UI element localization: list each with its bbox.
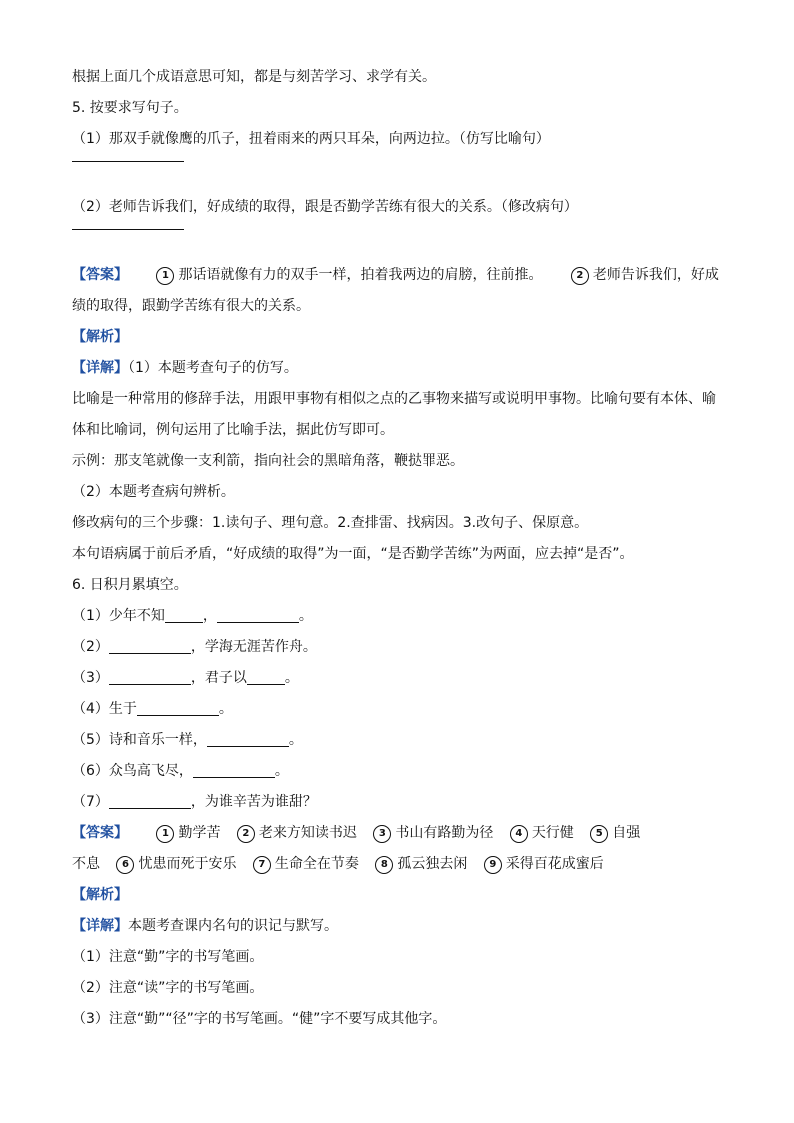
question-6-3: （3） ，君子以 。: [72, 670, 299, 686]
circled-number: 9: [484, 856, 502, 874]
circled-number: 4: [510, 825, 528, 843]
answer-text: 孤云独去闲: [397, 856, 468, 872]
explanation-text: （1）注意“勤”字的书写笔画。: [72, 949, 264, 965]
document-page: [72, 62, 732, 1035]
answer-text: 忧患而死于安乐: [138, 856, 237, 872]
detail-tag: 【详解】: [72, 918, 128, 934]
explanation-text: （2）注意“读”字的书写笔画。: [72, 980, 264, 996]
answer-text: 书山有路勤为径: [395, 825, 494, 841]
explanation-text: 示例：那支笔就像一支利箭，指向社会的黑暗角落，鞭挞罪恶。: [72, 453, 464, 469]
detail-text: （1）本题考查句子的仿写。: [128, 360, 298, 376]
detail-line: [72, 353, 732, 384]
circled-number: 7: [253, 856, 271, 874]
answer-tag: 【答案】: [72, 267, 128, 283]
answer-5-line: [72, 260, 732, 291]
analysis-tag: 【解析】: [72, 887, 128, 903]
circled-number: 2: [571, 267, 589, 285]
circled-number: 8: [375, 856, 393, 874]
explanation-text: 比喻是一种常用的修辞手法，用跟甲事物有相似之点的乙事物来描写或说明甲事物。比喻句要有本体、喻: [72, 391, 716, 407]
circled-number: 1: [156, 825, 174, 843]
answer-text: 自强: [612, 825, 641, 841]
answer-5-continued: 绩的取得，跟勤学苦练有很大的关系。: [72, 298, 310, 314]
explanation-text: 本句语病属于前后矛盾，“好成绩的取得”为一面，“是否勤学苦练”为两面，应去掉“是否”。: [72, 546, 634, 562]
circled-number: 6: [116, 856, 134, 874]
answer-text: 不息: [72, 856, 100, 872]
question-5-title: 5. 按要求写句子。: [72, 100, 188, 116]
analysis-tag: 【解析】: [72, 329, 128, 345]
detail-text: 本题考查课内名句的识记与默写。: [128, 918, 338, 934]
explanation-text: 体和比喻词，例句运用了比喻手法，据此仿写即可。: [72, 422, 394, 438]
question-5-1: （1）那双手就像鹰的爪子，扭着雨来的两只耳朵，向两边拉。（仿写比喻句）: [72, 131, 550, 147]
question-5-2: （2）老师告诉我们，好成绩的取得，跟是否勤学苦练有很大的关系。（修改病句）: [72, 199, 578, 215]
answer-text: 天行健: [531, 825, 574, 841]
explanation-text: 修改病句的三个步骤：1.读句子、理句意。2.查排雷、找病因。3.改句子、保原意。: [72, 515, 589, 531]
answer-blank-line: [72, 229, 184, 230]
detail-line: [72, 911, 732, 942]
answer-text: 勤学苦: [178, 825, 221, 841]
question-6-1: （1）少年不知 ， 。: [72, 608, 313, 624]
question-6-6: （6）众鸟高飞尽， 。: [72, 763, 289, 779]
paragraph: 根据上面几个成语意思可知，都是与刻苦学习、求学有关。: [72, 69, 436, 85]
question-6-2: （2） ，学海无涯苦作舟。: [72, 639, 317, 655]
question-6-4: （4）生于 。: [72, 701, 233, 717]
circled-number: 2: [237, 825, 255, 843]
answer-6-line: [72, 818, 732, 849]
detail-tag: 【详解】: [72, 360, 128, 376]
question-6-7: （7） ，为谁辛苦为谁甜？: [72, 794, 317, 810]
question-6-title: 6. 日积月累填空。: [72, 577, 188, 593]
answer-text: 老师告诉我们，好成: [592, 267, 719, 283]
explanation-text: （3）注意“勤”“径”字的书写笔画。“健”字不要写成其他字。: [72, 1011, 447, 1027]
answer-blank-line: [72, 161, 184, 162]
explanation-text: （2）本题考查病句辨析。: [72, 484, 235, 500]
answer-text: 那话语就像有力的双手一样，拍着我两边的肩膀，往前推。: [178, 267, 543, 283]
circled-number: 5: [590, 825, 608, 843]
answer-text: 采得百花成蜜后: [505, 856, 604, 872]
circled-number: 1: [156, 267, 174, 285]
answer-text: 生命全在节奏: [274, 856, 359, 872]
answer-6-continued: [72, 849, 732, 880]
answer-tag: 【答案】: [72, 825, 128, 841]
circled-number: 3: [373, 825, 391, 843]
question-6-5: （5）诗和音乐一样， 。: [72, 732, 303, 748]
answer-text: 老来方知读书迟: [258, 825, 357, 841]
